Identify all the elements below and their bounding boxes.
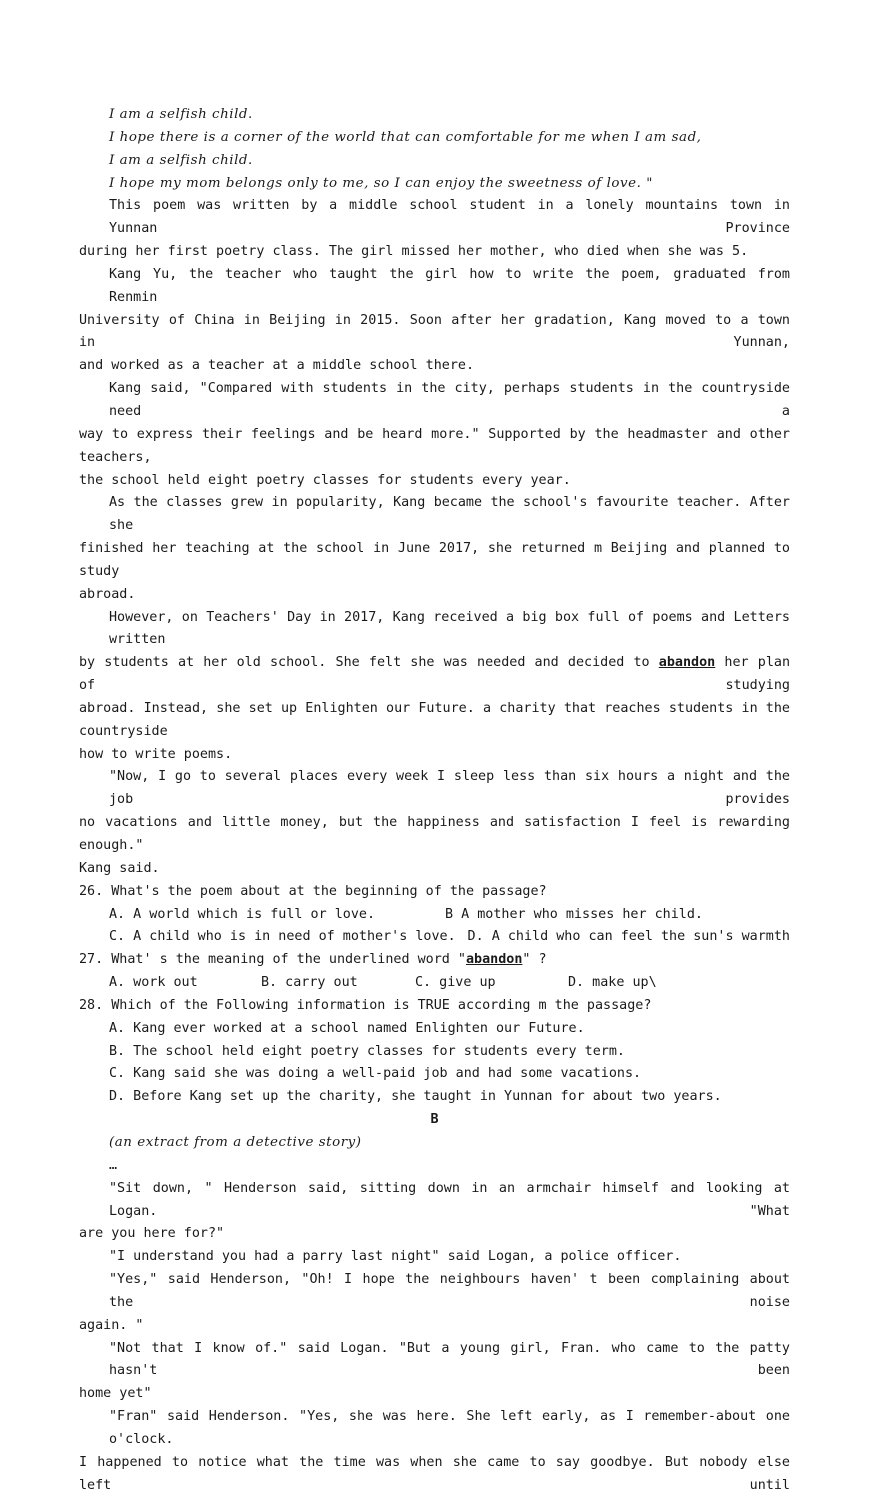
text-line: how to write poems. — [79, 746, 233, 762]
paragraph-6 — [79, 766, 790, 880]
text-line: "I understand you had a parry last night" said Logan, a police officer. — [109, 1249, 682, 1265]
option-c: C. give up — [415, 975, 496, 991]
extract-note: (an extract from a detective story) — [109, 1134, 362, 1150]
text-line: again. " — [79, 1317, 144, 1333]
text-line: As the classes grew in popularity, Kang became the school's favourite teacher. After she — [109, 495, 790, 534]
text-line: finished her teaching at the school in June 2017, she returned m Beijing and planned to study — [79, 541, 790, 579]
text-line: Kang Yu, the teacher who taught the girl how to write the poem, graduated from Renmin — [109, 266, 790, 305]
text-line: University of China in Beijing in 2015. Soon after her gradation, Kang moved to a town in Yunnan, — [79, 312, 790, 351]
text-line: during her first poetry class. The girl missed her mother, who died when she was 5. — [79, 244, 749, 260]
text-line: way to express their feelings and be heard more." Supported by the headmaster and other teachers, — [79, 426, 790, 465]
paragraph-1 — [79, 195, 790, 264]
option-d: D. make up\ — [568, 975, 657, 991]
text-line: are you here for?" — [79, 1226, 225, 1242]
text-line: "Not that I know of." said Logan. "But a young girl, Fran. who came to the patty hasn't been — [109, 1340, 790, 1379]
text-line: Kang said, "Compared with students in the city, perhaps students in the countryside need a — [109, 381, 790, 419]
paragraph-2 — [79, 264, 790, 378]
option-d: D. A child who can feel the sun's warmth — [467, 929, 790, 945]
question-28 — [79, 995, 790, 1109]
document-page — [79, 104, 790, 1497]
section-heading: B — [430, 1112, 439, 1128]
text-line: "Fran" said Henderson. "Yes, she was here. She left early, as I remember-about one o'clock. — [109, 1409, 790, 1447]
options-row — [79, 904, 790, 927]
poem-line: I hope my mom belongs only to me, so I can enjoy the sweetness of love. " — [109, 175, 653, 191]
question-stem: 26. What's the poem about at the beginning of the passage? — [79, 883, 547, 899]
option-b: B. carry out — [261, 975, 358, 991]
text-line: "Sit down, " Henderson said, sitting down in an armchair himself and looking at Logan. "What — [109, 1180, 790, 1219]
story — [79, 1178, 790, 1497]
text-line: no vacations and little money, but the happiness and satisfaction I feel is rewarding enough." — [79, 815, 790, 853]
text-segment: 27. What' s the meaning of the underlined word " — [79, 952, 466, 968]
poem-line: I am a selfish child. — [109, 107, 253, 122]
text-line: I happened to notice what the time was when she came to say goodbye. But nobody else left until — [79, 1454, 790, 1493]
text-segment: her plan of studying — [79, 655, 791, 694]
poem-line: I hope there is a corner of the world that can comfortable for me when I am sad, — [109, 129, 702, 145]
poem-line: I am a selfish child. — [109, 152, 253, 168]
option-a: A. work out — [109, 975, 198, 991]
underlined-word: abandon — [465, 952, 523, 968]
text-line: "Now, I go to several places every week I sleep less than six hours a night and the job provides — [109, 769, 790, 808]
text-segment: " ? — [522, 952, 547, 968]
option-c: C. A child who is in need of mother's love. — [109, 929, 456, 945]
options-row — [79, 926, 790, 949]
option-a: A. Kang ever worked at a school named Enlighten our Future. — [109, 1020, 585, 1036]
text-line: "Yes," said Henderson, "Oh! I hope the neighbours haven' t been complaining about the noise — [109, 1272, 790, 1310]
option-b: B. The school held eight poetry classes for students every term. — [109, 1043, 625, 1059]
text-line: the school held eight poetry classes for students every year. — [79, 472, 571, 488]
question-26 — [79, 881, 790, 950]
underlined-word: abandon — [658, 655, 716, 671]
ellipsis: … — [109, 1157, 118, 1173]
option-a: A. A world which is full or love. — [109, 906, 376, 922]
paragraph-5 — [79, 607, 790, 767]
question-stem: 28. Which of the Following information is TRUE according m the passage? — [79, 997, 652, 1013]
poem — [79, 104, 790, 195]
text-line: This poem was written by a middle school student in a lonely mountains town in Yunnan Province — [109, 198, 790, 237]
question-stem — [79, 949, 790, 972]
text-line: Kang said. — [79, 860, 160, 876]
question-27 — [79, 949, 790, 995]
text-line — [79, 652, 790, 698]
text-segment: by students at her old school. She felt she was needed and decided to — [79, 655, 650, 671]
option-b: B A mother who misses her child. — [445, 906, 703, 922]
text-line: abroad. — [79, 586, 136, 602]
text-line: home yet" — [79, 1386, 152, 1402]
options-row — [79, 972, 790, 995]
paragraph-4 — [79, 492, 790, 606]
text-line: However, on Teachers' Day in 2017, Kang received a big box full of poems and Letters written — [109, 609, 790, 648]
text-line: and worked as a teacher at a middle school there. — [79, 358, 475, 374]
text-line: abroad. Instead, she set up Enlighten our Future. a charity that reaches students in the countryside — [79, 700, 790, 739]
option-c: C. Kang said she was doing a well-paid job and had some vacations. — [109, 1066, 642, 1082]
paragraph-3 — [79, 378, 790, 492]
option-d: D. Before Kang set up the charity, she taught in Yunnan for about two years. — [109, 1089, 722, 1105]
